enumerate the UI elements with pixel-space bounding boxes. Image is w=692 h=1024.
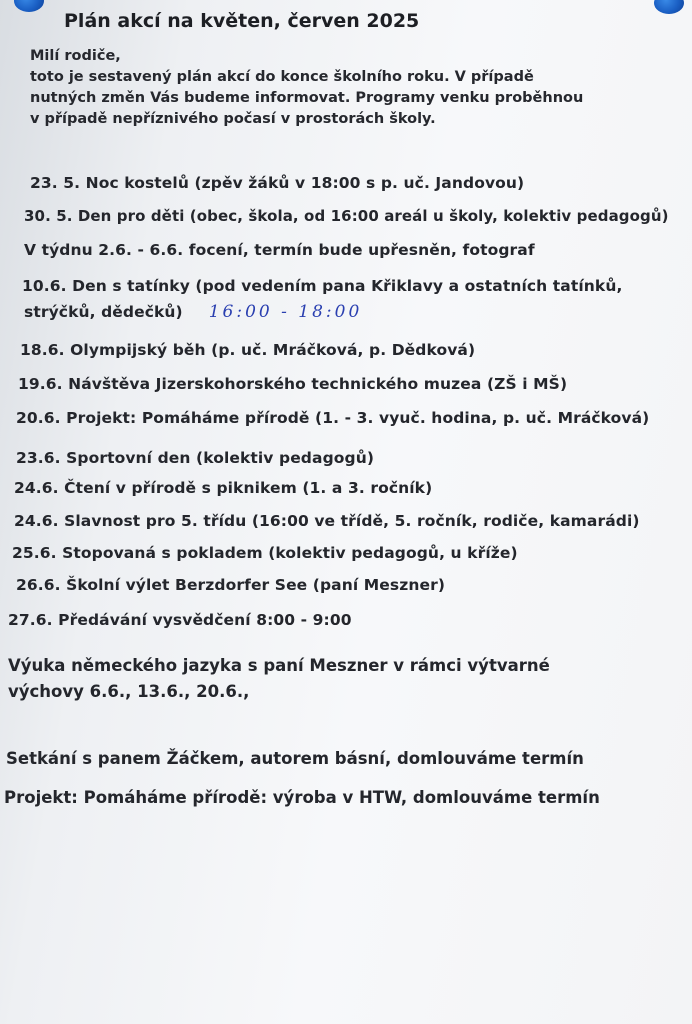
intro-line: v případě nepříznivého počasí v prostorách školy.	[30, 111, 436, 127]
german-lessons-note	[8, 653, 550, 705]
event-item: 20.6. Projekt: Pomáháme přírodě (1. - 3. vyuč. hodina, p. uč. Mráčková)	[16, 409, 650, 427]
event-item: 18.6. Olympijský běh (p. uč. Mráčková, p. Dědková)	[20, 341, 476, 359]
event-item: 23. 5. Noc kostelů (zpěv žáků v 18:00 s p. uč. Jandovou)	[30, 174, 525, 192]
event-item: 19.6. Návštěva Jizerskohorského technického muzea (ZŠ i MŠ)	[18, 375, 568, 393]
note-line: Výuka německého jazyka s paní Meszner v rámci výtvarné	[8, 656, 550, 675]
event-item: 30. 5. Den pro děti (obec, škola, od 16:00 areál u školy, kolektiv pedagogů)	[24, 207, 669, 225]
event-item: 23.6. Sportovní den (kolektiv pedagogů)	[16, 449, 375, 467]
note-line: výchovy 6.6., 13.6., 20.6.,	[8, 682, 250, 701]
meeting-note: Setkání s panem Žáčkem, autorem básní, domlouváme termín	[6, 749, 584, 768]
project-note: Projekt: Pomáháme přírodě: výroba v HTW, domlouváme termín	[4, 788, 600, 807]
intro-line: Milí rodiče,	[30, 48, 121, 64]
intro-line: toto je sestavený plán akcí do konce školního roku. V případě	[30, 69, 534, 85]
event-item-text: strýčků, dědečků)	[24, 303, 183, 321]
event-item: V týdnu 2.6. - 6.6. focení, termín bude upřesněn, fotograf	[24, 241, 535, 259]
event-item: 25.6. Stopovaná s pokladem (kolektiv pedagogů, u kříže)	[12, 544, 518, 562]
pushpin-icon	[654, 0, 684, 14]
event-item: 10.6. Den s tatínky (pod vedením pana Křiklavy a ostatních tatínků,	[22, 277, 623, 295]
event-item: 24.6. Čtení v přírodě s piknikem (1. a 3. ročník)	[14, 479, 433, 497]
pushpin-icon	[14, 0, 44, 12]
page-title: Plán akcí na květen, červen 2025	[64, 10, 420, 32]
event-item: 24.6. Slavnost pro 5. třídu (16:00 ve třídě, 5. ročník, rodiče, kamarádi)	[14, 512, 640, 530]
handwritten-time: 16:00 - 18:00	[208, 302, 363, 322]
event-item: 27.6. Předávání vysvědčení 8:00 - 9:00	[8, 611, 352, 629]
event-item: 26.6. Školní výlet Berzdorfer See (paní Meszner)	[16, 576, 446, 594]
intro-paragraph	[30, 46, 583, 130]
intro-line: nutných změn Vás budeme informovat. Programy venku proběhnou	[30, 90, 584, 106]
event-item-continued	[24, 302, 362, 322]
